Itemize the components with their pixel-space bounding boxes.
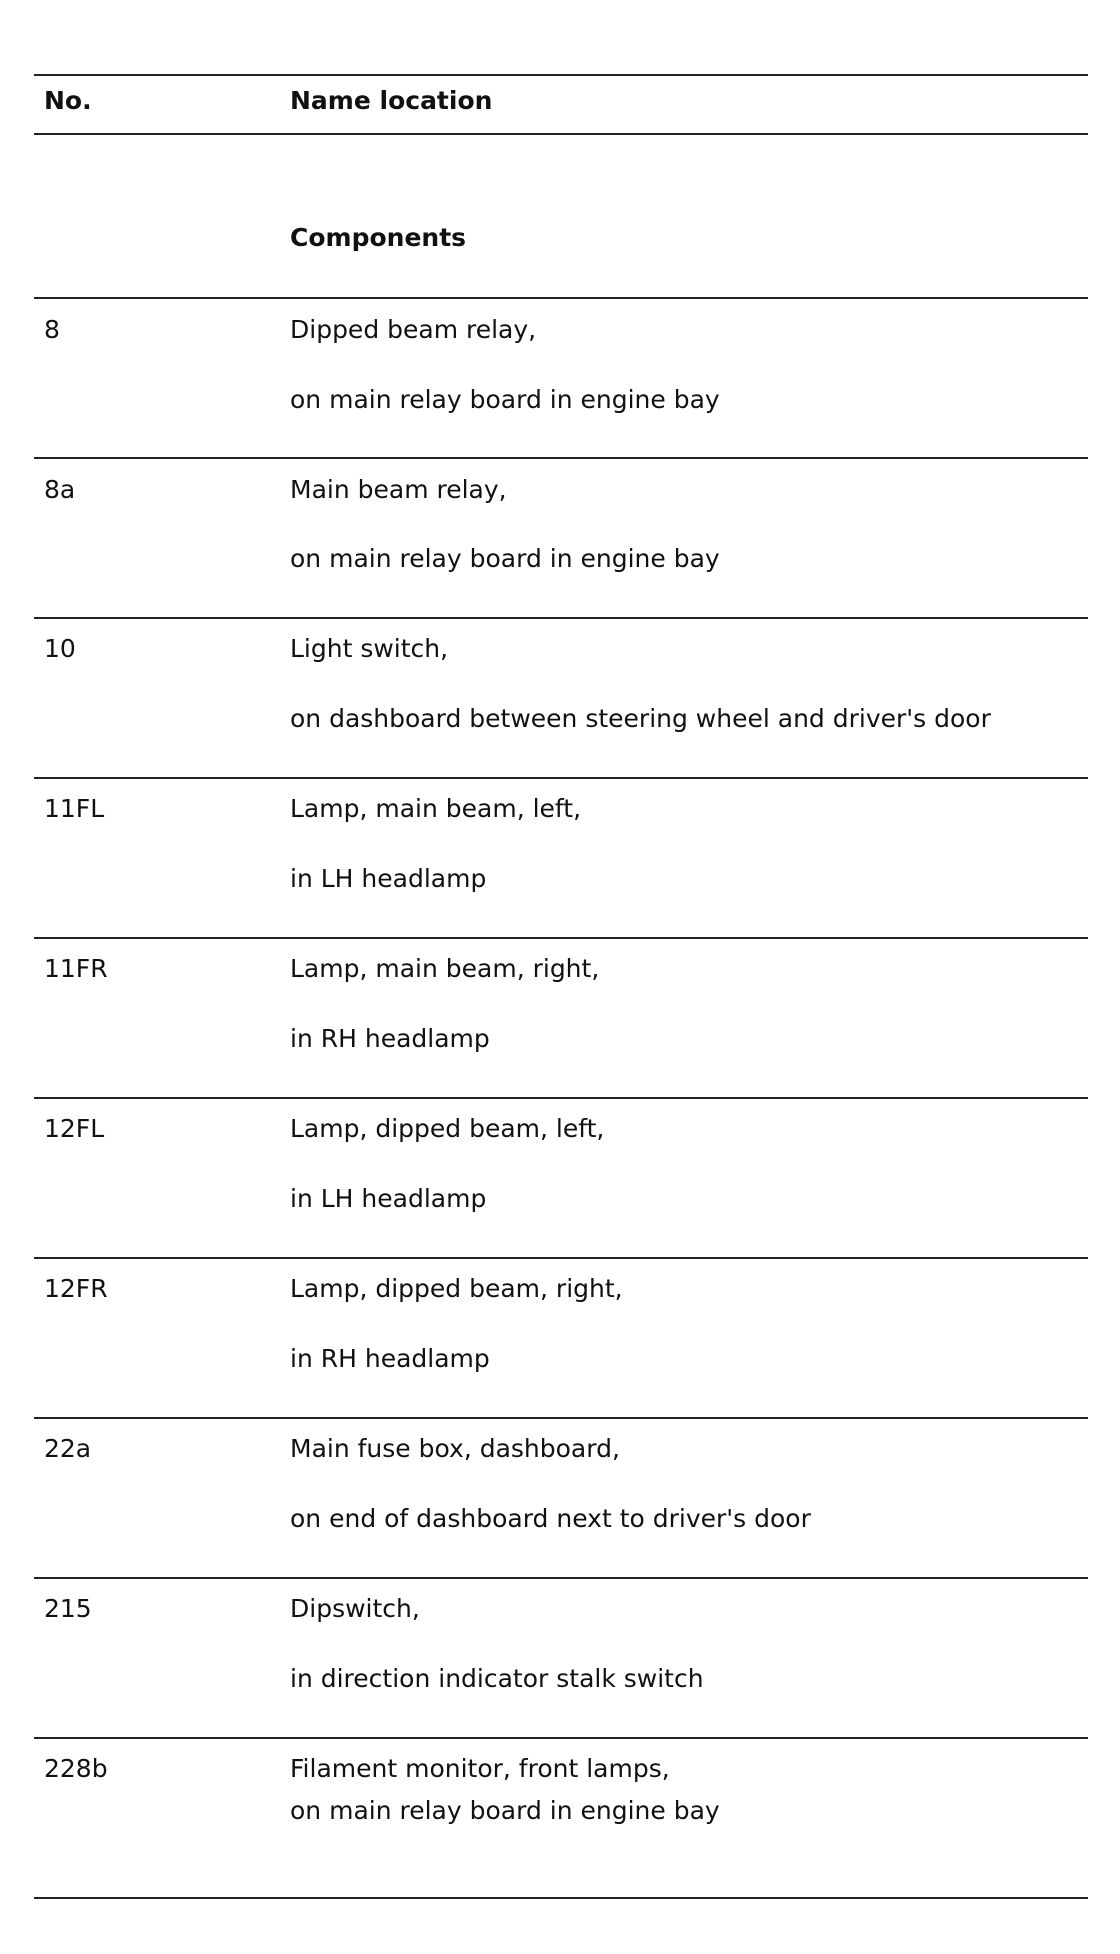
row-no: 22a — [44, 1434, 92, 1463]
row-no: 11FR — [44, 954, 108, 983]
row-no: 8 — [44, 315, 60, 344]
row-name: Lamp, dipped beam, right, — [290, 1274, 623, 1303]
header-rule — [34, 133, 1088, 135]
table-top-rule — [34, 74, 1088, 76]
row-no: 12FL — [44, 1114, 105, 1143]
row-rule — [34, 1257, 1088, 1259]
row-rule — [34, 1097, 1088, 1099]
table-bottom-rule — [34, 1897, 1088, 1899]
row-location: in RH headlamp — [290, 1344, 490, 1373]
row-name: Main beam relay, — [290, 475, 507, 504]
row-rule — [34, 1417, 1088, 1419]
row-location: in LH headlamp — [290, 864, 487, 893]
row-no: 12FR — [44, 1274, 108, 1303]
component-table — [34, 0, 1088, 1954]
row-location: on dashboard between steering wheel and driver's door — [290, 704, 991, 733]
row-no: 8a — [44, 475, 76, 504]
row-no: 10 — [44, 634, 76, 663]
row-name: Lamp, dipped beam, left, — [290, 1114, 605, 1143]
row-location: on main relay board in engine bay — [290, 544, 720, 573]
row-name: Light switch, — [290, 634, 449, 663]
row-name: Dipswitch, — [290, 1594, 420, 1623]
row-location: in direction indicator stalk switch — [290, 1664, 704, 1693]
row-location: on main relay board in engine bay — [290, 385, 720, 414]
row-no: 215 — [44, 1594, 92, 1623]
row-rule — [34, 297, 1088, 299]
row-rule — [34, 937, 1088, 939]
header-name-location: Name location — [290, 86, 493, 115]
row-location: on end of dashboard next to driver's door — [290, 1504, 811, 1533]
row-rule — [34, 777, 1088, 779]
row-rule — [34, 1577, 1088, 1579]
row-location: on main relay board in engine bay — [290, 1796, 720, 1825]
row-name: Filament monitor, front lamps, — [290, 1754, 670, 1783]
row-rule — [34, 457, 1088, 459]
row-no: 228b — [44, 1754, 108, 1783]
row-rule — [34, 617, 1088, 619]
section-title: Components — [290, 223, 467, 252]
row-rule — [34, 1737, 1088, 1739]
row-name: Lamp, main beam, right, — [290, 954, 600, 983]
row-location: in LH headlamp — [290, 1184, 487, 1213]
row-location: in RH headlamp — [290, 1024, 490, 1053]
row-name: Lamp, main beam, left, — [290, 794, 582, 823]
row-name: Dipped beam relay, — [290, 315, 537, 344]
row-name: Main fuse box, dashboard, — [290, 1434, 620, 1463]
header-no: No. — [44, 86, 92, 115]
row-no: 11FL — [44, 794, 105, 823]
